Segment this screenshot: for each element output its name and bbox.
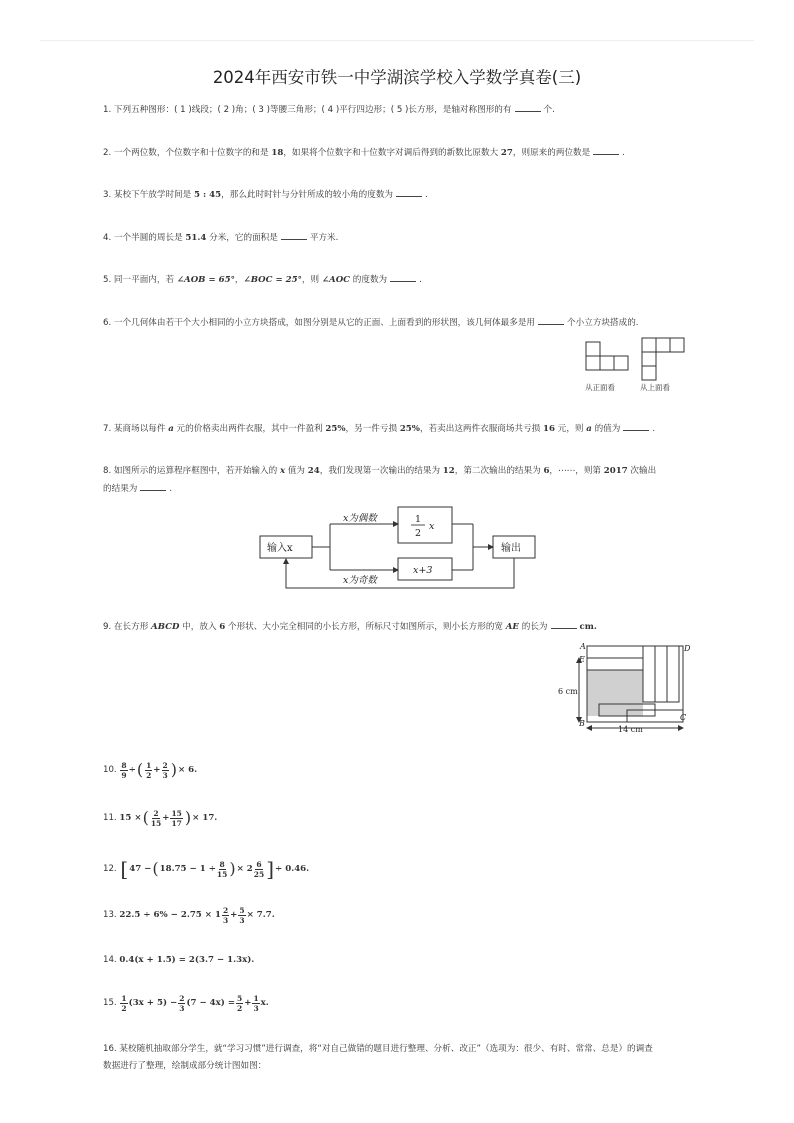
- output-label: 输出: [501, 543, 521, 554]
- label-C: C: [680, 713, 687, 722]
- flowchart: [255, 502, 545, 592]
- question-11: 11. 15 × ( $\frac{2}{15}$ + $\frac{15}{17}$ ) × 17.: [103, 808, 218, 828]
- question-13: 13. 22.5 ÷ 6% − 2.75 × 1 $\frac{2}{3}$ + $\frac{5}{3}$ × 7.7.: [103, 905, 275, 925]
- answer-blank[interactable]: [140, 481, 166, 491]
- answer-blank[interactable]: [515, 102, 541, 112]
- even-label: x为偶数: [343, 513, 377, 524]
- question-5: 5. 同一平面内，若 ∠AOB = 65°，∠BOC = 25°，则 ∠AOC 的度数为 .: [103, 272, 693, 289]
- front-view: [586, 342, 628, 370]
- header-divider: [40, 40, 754, 41]
- answer-blank[interactable]: [538, 315, 564, 325]
- question-14: 14. 0.4(x + 1.5) = 2(3.7 − 1.3x).: [103, 955, 255, 965]
- answer-blank[interactable]: [390, 272, 416, 282]
- half-variable: x: [429, 521, 435, 532]
- rectangle-figure: [558, 640, 693, 735]
- question-7: 7. 某商场以每件 a 元的价格卖出两件衣服，其中一件盈利 25%，另一件亏损 25%，若卖出这两件衣服商场共亏损 16 元，则 a 的值为 .: [103, 421, 693, 438]
- question-8-line2: 的结果为 .: [103, 481, 693, 498]
- question-4: 4. 一个半圆的周长是 51.4 分米，它的面积是 平方米.: [103, 230, 693, 247]
- question-12: 12. [ 47 − ( 18.75 − 1 ÷ $\frac{8}{15}$ ) × 2 $\frac{6}{25}$ ] ÷ 0.46.: [103, 857, 310, 881]
- answer-blank[interactable]: [623, 421, 649, 431]
- top-view: [642, 338, 684, 380]
- question-10: 10. $\frac{8}{9}$ ÷ ( $\frac{1}{2}$ + $\frac{2}{3}$ ) × 6.: [103, 760, 198, 780]
- question-16-line2: 数据进行了整理，绘制成部分统计图如图：: [103, 1061, 267, 1071]
- width-label: 14 cm: [618, 725, 643, 734]
- question-2: 2. 一个两位数，个位数字和十位数字的和是 18，如果将个位数字和十位数字对调后得到的新数比原数大 27，则原来的两位数是 .: [103, 145, 693, 162]
- label-D: D: [684, 644, 691, 653]
- odd-label: x为奇数: [343, 575, 377, 586]
- plus3-label: x+3: [413, 565, 433, 576]
- top-view-label: 从上面看: [640, 383, 670, 392]
- label-B: B: [579, 719, 585, 728]
- label-A: A: [580, 642, 586, 651]
- answer-blank[interactable]: [593, 145, 619, 155]
- height-label: 6 cm: [558, 687, 578, 696]
- answer-blank[interactable]: [281, 230, 307, 240]
- answer-blank[interactable]: [551, 619, 577, 629]
- question-8: 8. 如图所示的运算程序框图中，若开始输入的 x 值为 24，我们发现第一次输出的结果为 12，第二次输出的结果为 6，⋯⋯，则第 2017 次输出: [103, 466, 657, 476]
- cube-views-figure: [580, 334, 690, 394]
- page-title: 2024年西安市铁一中学湖滨学校入学数学真卷(三): [212, 68, 582, 87]
- question-16: 16. 某校随机抽取部分学生，就“学习习惯”进行调查，将“对自己做错的题目进行整理、分析、改正”（选项为：很少、有时、常常、总是）的调查: [103, 1044, 653, 1054]
- label-E: E: [579, 655, 585, 664]
- question-15: 15. $\frac{1}{2}$ (3x + 5) − $\frac{2}{3}$ (7 − 4x) = $\frac{5}{2}$ + $\frac{1}{3}$ x.: [103, 993, 269, 1013]
- question-6: 6. 一个几何体由若干个大小相同的小立方块搭成，如图分别是从它的正面、上面看到的形状图，该几何体最多是用 个小立方块搭成的.: [103, 315, 693, 332]
- half-numerator: 1: [415, 514, 422, 525]
- question-1: 1. 下列五种图形：( 1 )线段；( 2 )角；( 3 )等腰三角形；( 4 )平行四边形；( 5 )长方形，是轴对称图形的有 个.: [103, 102, 693, 119]
- question-3: 3. 某校下午放学时间是 5 : 45，那么此时时针与分针所成的较小角的度数为 .: [103, 187, 693, 204]
- question-9: 9. 在长方形 ABCD 中，放入 6 个形状、大小完全相同的小长方形，所标尺寸如图所示，则小长方形的宽 AE 的长为 cm.: [103, 619, 693, 636]
- input-label: 输入x: [267, 543, 293, 554]
- answer-blank[interactable]: [396, 187, 422, 197]
- half-denominator: 2: [415, 528, 422, 539]
- front-view-label: 从正面看: [585, 383, 615, 392]
